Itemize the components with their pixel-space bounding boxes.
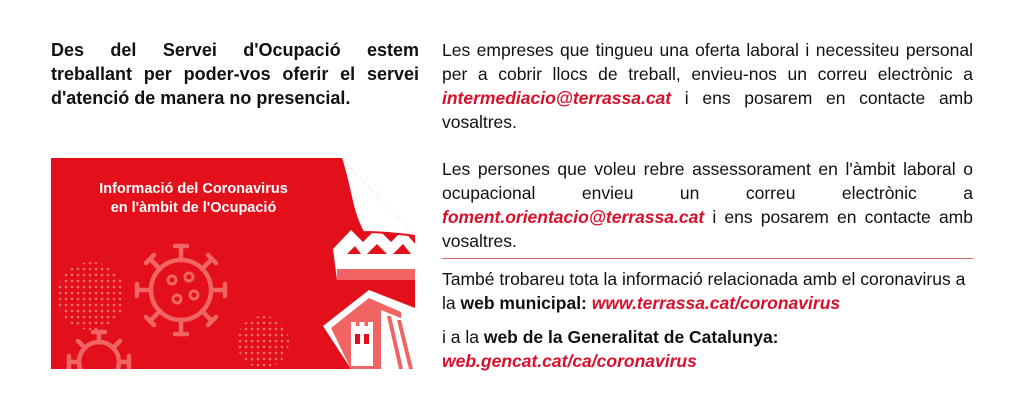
coronavirus-banner[interactable] xyxy=(51,158,415,369)
intro-statement: Des del Servei d'Ocupació estem treballant per poder-vos oferir el servei d'atenció de manera no presencial. xyxy=(51,40,419,108)
companies-paragraph xyxy=(442,38,973,134)
municipal-web-line xyxy=(442,267,973,315)
generalitat-web-label: web de la Generalitat de Catalunya: xyxy=(483,327,779,347)
municipal-web-text: També trobareu tota la informació relacionada amb el coronavirus a la xyxy=(442,269,966,313)
companies-email-link[interactable]: intermediacio@terrassa.cat xyxy=(442,88,672,108)
people-paragraph xyxy=(442,157,973,253)
banner-title-line1: Informació del Coronavirus xyxy=(99,181,288,197)
dotted-circle-center xyxy=(237,316,289,368)
banner-title xyxy=(51,180,336,218)
people-text-after: i ens posarem en contacte amb vosaltres. xyxy=(442,207,973,251)
people-text-before: Les persones que voleu rebre assessorament en l'àmbit laboral o ocupacional envieu un correu electrònic a xyxy=(442,159,973,203)
generalitat-web-link[interactable]: web.gencat.cat/ca/coronavirus xyxy=(442,351,697,371)
generalitat-web-text: i a la xyxy=(442,327,484,347)
contact-info xyxy=(442,38,973,253)
companies-text-after: i ens posarem en contacte amb vosaltres. xyxy=(442,88,973,132)
more-info xyxy=(442,267,973,373)
people-email-link[interactable]: foment.orientacio@terrassa.cat xyxy=(442,207,705,227)
section-divider xyxy=(442,258,973,259)
banner-title-line2: en l'àmbit de l'Ocupació xyxy=(110,200,277,216)
dotted-circle-left xyxy=(57,262,125,330)
municipal-web-label: web municipal: xyxy=(460,293,587,313)
companies-text-before: Les empreses que tingueu una oferta laboral i necessiteu personal per a cobrir llocs de treball, envieu-nos un correu electrònic a xyxy=(442,40,973,84)
generalitat-web-line xyxy=(442,325,973,373)
municipal-web-link[interactable]: www.terrassa.cat/coronavirus xyxy=(591,293,841,313)
